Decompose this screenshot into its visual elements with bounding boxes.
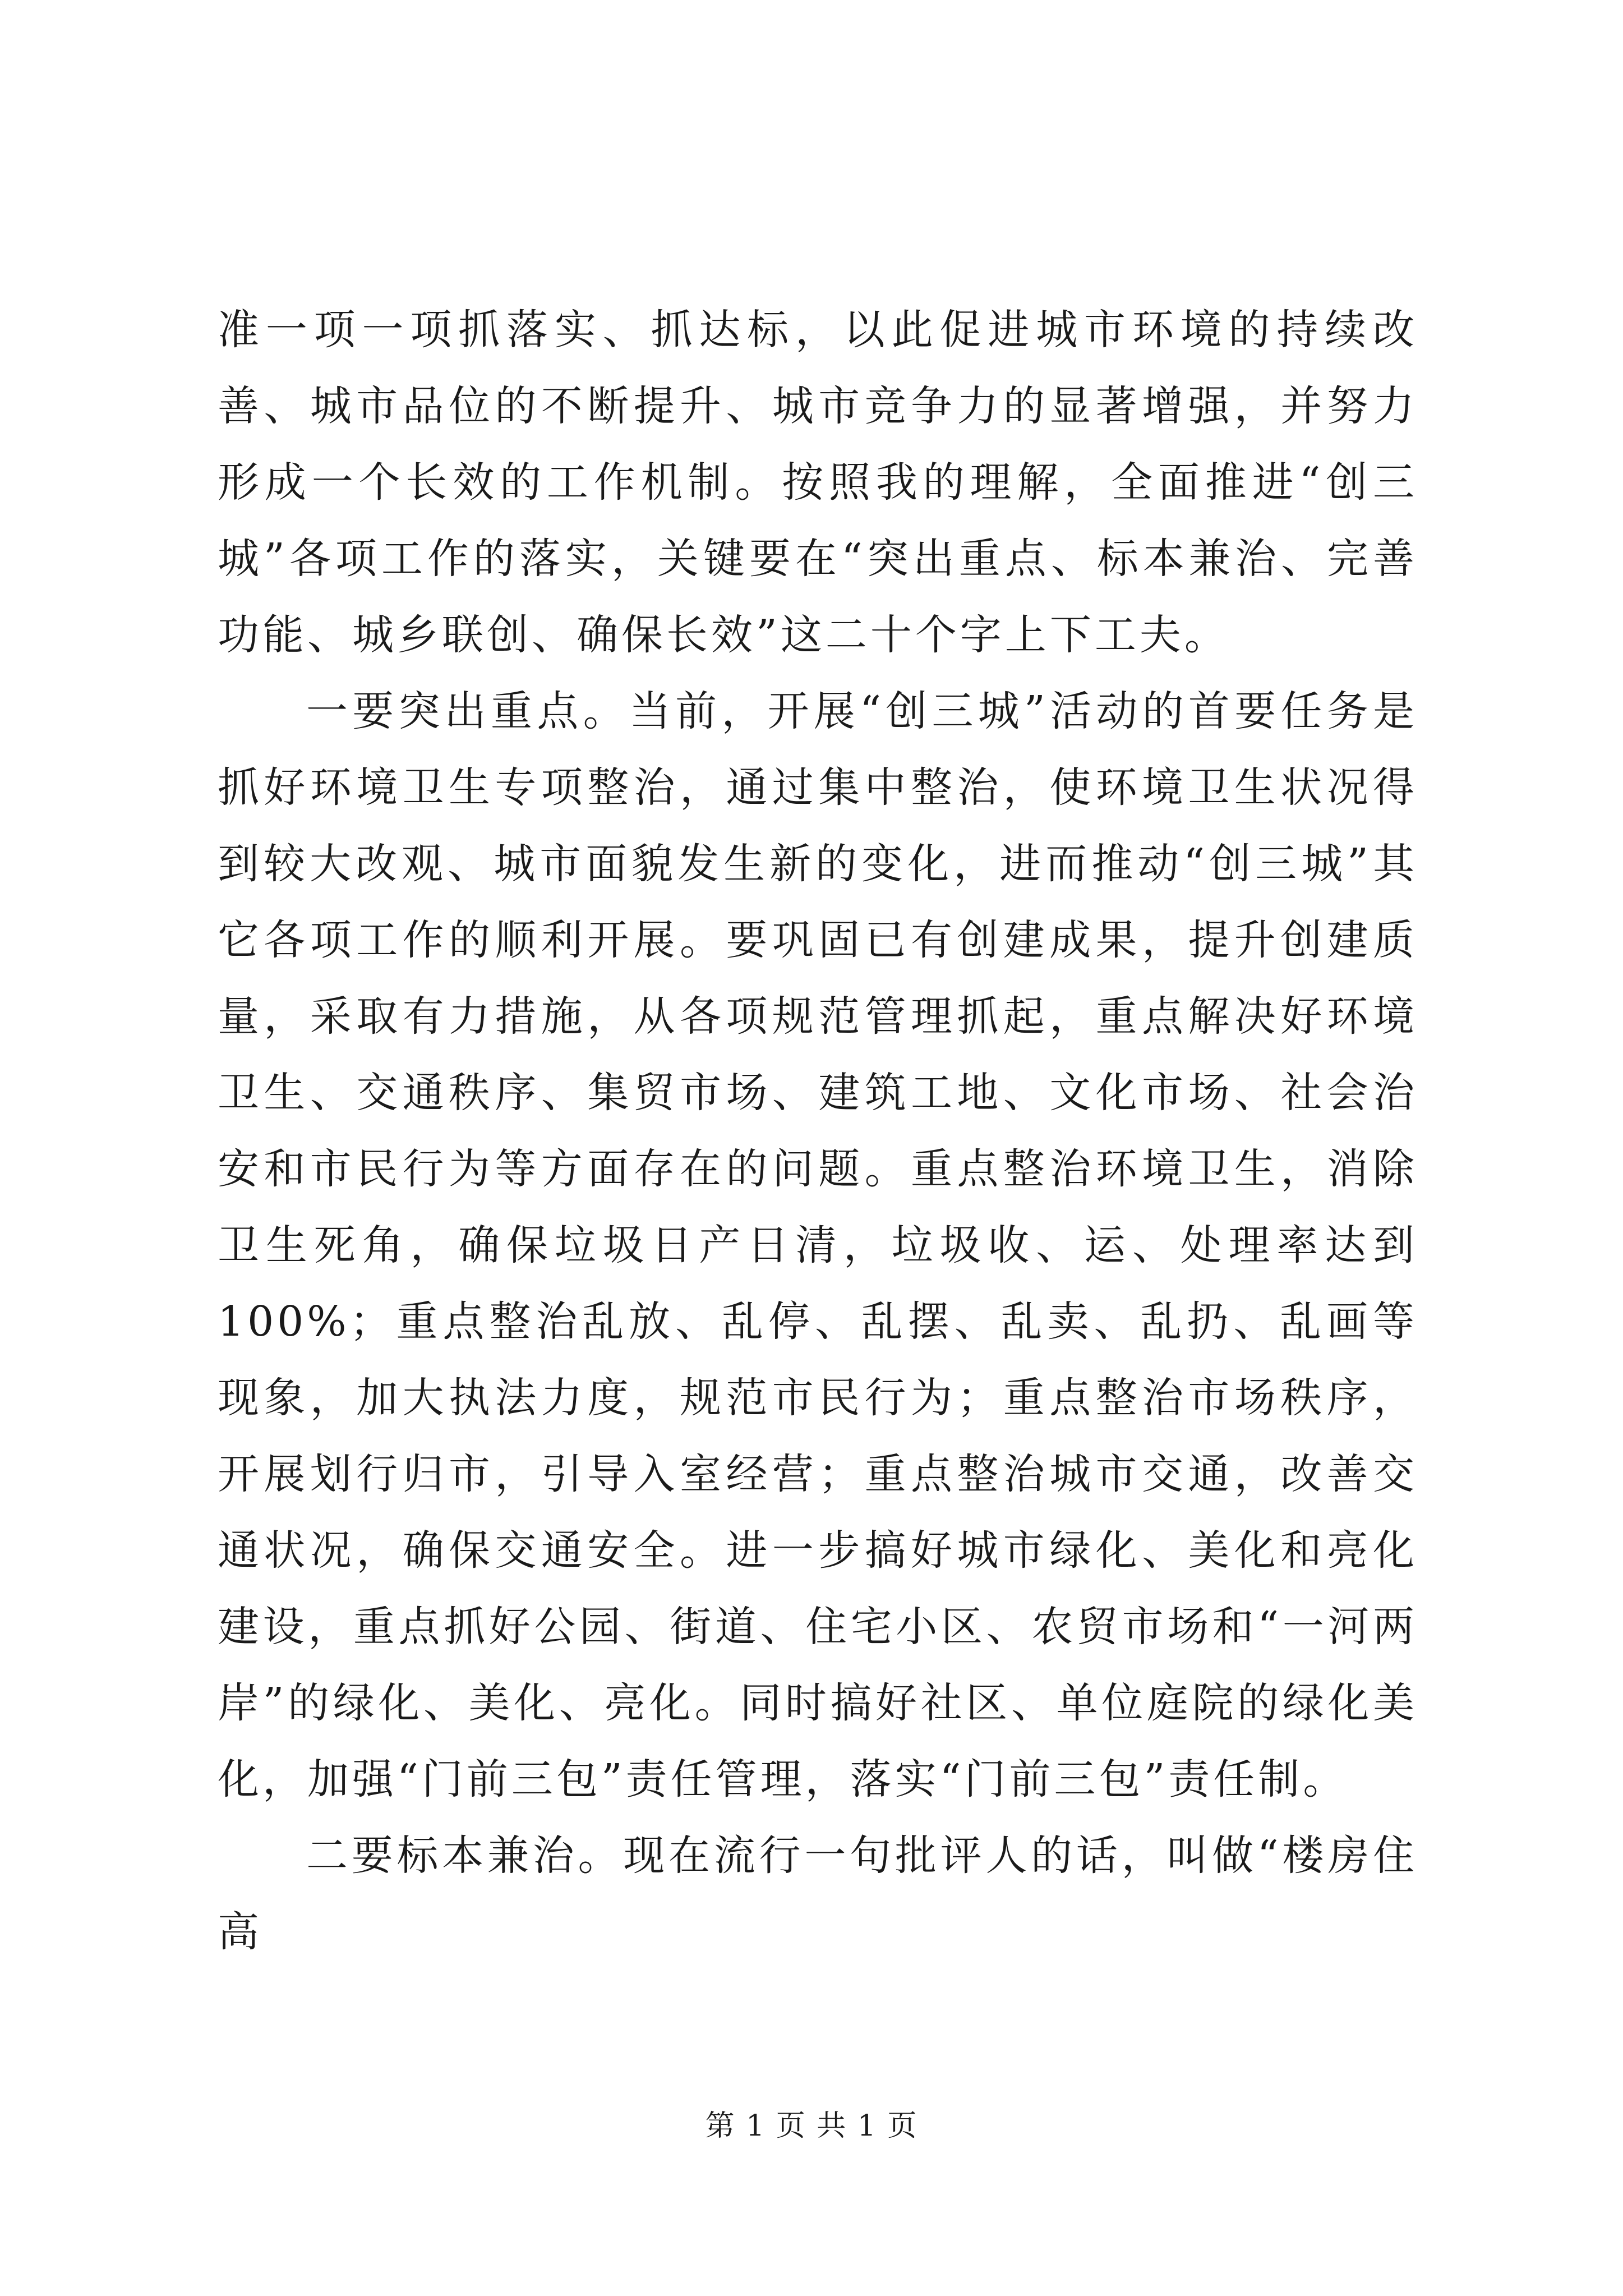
document-body — [218, 292, 1418, 1970]
paragraph-continuation: 准一项一项抓落实、抓达标，以此促进城市环境的持续改善、城市品位的不断提升、城市竞争力的显著增强，并努力形成一个长效的工作机制。按照我的理解，全面推进“创三城”各项工作的落实，关键要在“突出重点、标本兼治、完善功能、城乡联创、确保长效”这二十个字上下工夫。 — [218, 306, 1418, 659]
page-footer — [0, 2106, 1623, 2146]
paragraph-root-and-branch: 二要标本兼治。现在流行一句批评人的话，叫做“楼房住高 — [218, 1832, 1418, 1956]
page-number-label: 第 1 页 共 1 页 — [705, 2109, 918, 2143]
paragraph-highlight-key-points: 一要突出重点。当前，开展“创三城”活动的首要任务是抓好环境卫生专项整治，通过集中整治，使环境卫生状况得到较大改观、城市面貌发生新的变化，进而推动“创三城”其它各项工作的顺利开展。要巩固已有创建成果，提升创建质量，采取有力措施，从各项规范管理抓起，重点解决好环境卫生、交通秩序、集贸市场、建筑工地、文化市场、社会治安和市民行为等方面存在的问题。重点整治环境卫生，消除卫生死角，确保垃圾日产日清，垃圾收、运、处理率达到100%；重点整治乱放、乱停、乱摆、乱卖、乱扔、乱画等现象，加大执法力度，规范市民行为；重点整治市场秩序，开展划行归市，引导入室经营；重点整治城市交通，改善交通状况，确保交通安全。进一步搞好城市绿化、美化和亮化建设，重点抓好公园、街道、住宅小区、农贸市场和“一河两岸”的绿化、美化、亮化。同时搞好社区、单位庭院的绿化美化，加强“门前三包”责任管理，落实“门前三包”责任制。 — [218, 687, 1418, 1803]
